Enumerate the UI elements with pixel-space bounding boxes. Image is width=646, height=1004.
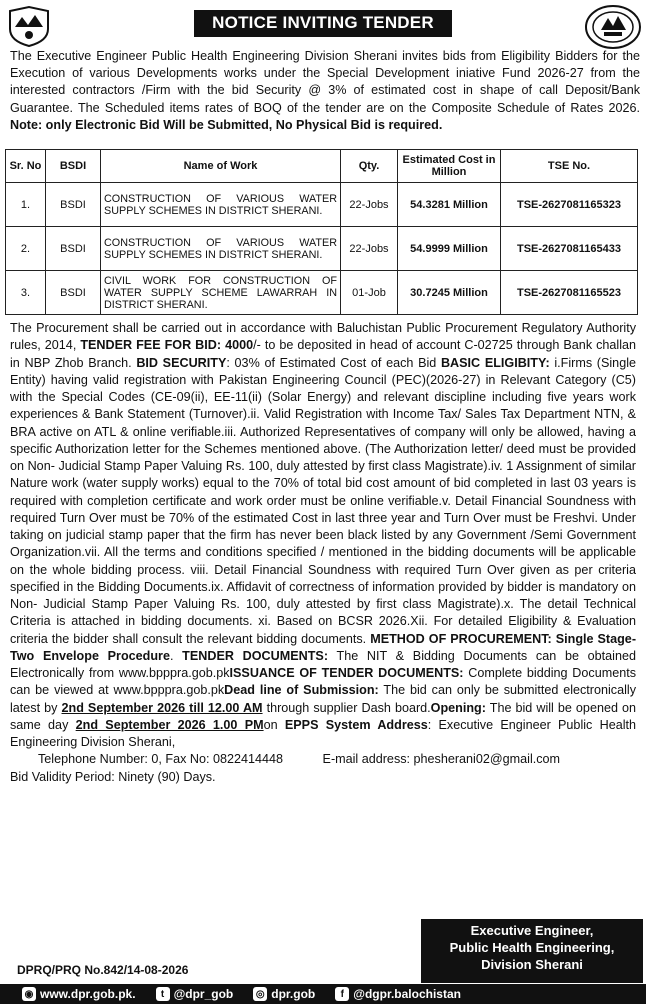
footer-twitter[interactable]: t @dpr_gob bbox=[156, 987, 234, 1001]
cell-tse: TSE-2627081165323 bbox=[501, 183, 638, 227]
footer-website[interactable]: ◉ www.dpr.gob.pk. bbox=[22, 987, 136, 1001]
cell-bsdi: BSDI bbox=[46, 271, 101, 315]
signature-block: Executive Engineer, Public Health Engineering, Division Sherani bbox=[421, 919, 643, 983]
intro-text: The Executive Engineer Public Health Engineering Division Sherani invites bids from Eligibility Bidders for the Execution of various Developments works under the Special Development iniative Fund 2026-27 from the interested contractors /Firm with the bid Security @ 3% of estimated cost in shape of call Deposit/Bank Guarantee. The Scheduled items rates of BOQ of the tender are on the Composite Schedule of Rates 2026. bbox=[10, 49, 640, 115]
intro-note: Note: only Electronic Bid Will be Submitted, No Physical Bid is required. bbox=[10, 117, 443, 132]
cell-qty: 22-Jobs bbox=[341, 183, 398, 227]
cell-work: CIVIL WORK FOR CONSTRUCTION OF WATER SUPPLY SCHEME LAWARRAH IN DISTRICT SHERANI. bbox=[101, 271, 341, 315]
col-estimated-cost: Estimated Cost in Million bbox=[398, 150, 501, 183]
tender-table bbox=[5, 149, 638, 315]
facebook-icon: f bbox=[335, 987, 349, 1001]
cell-cost: 54.9999 Million bbox=[398, 227, 501, 271]
table-row bbox=[6, 227, 638, 271]
cell-work: CONSTRUCTION OF VARIOUS WATER SUPPLY SCHEMES IN DISTRICT SHERANI. bbox=[101, 227, 341, 271]
footer-bar bbox=[0, 984, 646, 1004]
cell-cost: 54.3281 Million bbox=[398, 183, 501, 227]
cell-sr: 3. bbox=[6, 271, 46, 315]
col-name-of-work: Name of Work bbox=[101, 150, 341, 183]
reference-number: DPRQ/PRQ No.842/14-08-2026 bbox=[17, 963, 189, 977]
col-tse-no: TSE No. bbox=[501, 150, 638, 183]
cell-bsdi: BSDI bbox=[46, 227, 101, 271]
deadline-date: 2nd September 2026 till 12.00 AM bbox=[61, 700, 263, 715]
telephone: Telephone Number: 0, Fax No: 0822414448 bbox=[38, 752, 284, 767]
globe-icon: ◉ bbox=[22, 987, 36, 1001]
cell-cost: 30.7245 Million bbox=[398, 271, 501, 315]
cell-qty: 01-Job bbox=[341, 271, 398, 315]
twitter-icon: t bbox=[156, 987, 170, 1001]
table-row bbox=[6, 271, 638, 315]
cell-work: CONSTRUCTION OF VARIOUS WATER SUPPLY SCHEMES IN DISTRICT SHERANI. bbox=[101, 183, 341, 227]
cell-sr: 2. bbox=[6, 227, 46, 271]
footer-instagram[interactable]: ◎ dpr.gob bbox=[253, 987, 315, 1001]
opening-date: 2nd September 2026 1.00 PM bbox=[75, 717, 264, 732]
cell-tse: TSE-2627081165433 bbox=[501, 227, 638, 271]
cell-qty: 22-Jobs bbox=[341, 227, 398, 271]
department-logo bbox=[584, 4, 642, 50]
cell-bsdi: BSDI bbox=[46, 183, 101, 227]
cell-tse: TSE-2627081165523 bbox=[501, 271, 638, 315]
cell-sr: 1. bbox=[6, 183, 46, 227]
col-qty: Qty. bbox=[341, 150, 398, 183]
instagram-icon: ◎ bbox=[253, 987, 267, 1001]
intro-paragraph bbox=[10, 48, 640, 134]
table-row bbox=[6, 183, 638, 227]
tender-body-text: The Procurement shall be carried out in accordance with Baluchistan Public Procurement Regulatory Authority rules, 2014, TENDER FEE FOR BID: 4000/- to be deposited in head of account C-02725 through Bank challan in NBP Zhob Branch. BID SECURITY: 03% of Estimated Cost of each Bid BASIC ELIGIBITY: i.Firms (Single Entity) having valid registration with Pakistan Engineering Council (PEC)(2026-27) in Relevant Category (C5) with the Special Codes (CE-09(ii), EE-11(ii) (Solar Energy) and relevant discipline including five years work experiences & Bank Statement (Turnover).ii. Valid Registration with Income Tax/ Sales Tax Department NTN, & BRA active on ATL & online verifiable.iii. Authorized Representatives of company will only be allowed, having a specific Authorization letter for the Schemes mentioned above. (The Authorization letter/ deed must be provided on Non- Judicial Stamp Paper Valuing Rs. 100, duly attested by first class Magistrate).iv. 1 Assignment of similar Nature work (water supply works) equal to the 70% of total bid cost amount of bid completed in last 03 years is required with completion certificate and work order must be online verifiable.v. Detail Financial Soundness with required Turn Over must be 70% of the estimated Cost in last three year and Turn Over must be Freshvi. Under taking on judicial stamp paper that the firm has never been black listed by any Government /Semi Government Organization.vii. All the terms and conditions specified / mentioned in the bidding documents will be applicable on the whole bidding process. viii. Detail Financial Soundness with required Turn Over given as per criteria specified in the Bidding Documents.ix. Affidavit of correctness of information provided by bidder is mandatory on Non- Judicial Stamp Paper Valuing Rs. 100, duly attested by first class Magistrate).x. The detail Technical Criteria is attached in bidding documents. xi. Based on BCSR 2026.Xii. For detailed Eligibility & Evaluation criteria the bidder shall consult the relevant bidding documents. METHOD OF PROCUREMENT: Single Stage-Two Envelope Procedure. TENDER DOCUMENTS: The NIT & Bidding Documents can be obtained Electronically from www.bpppra.gob.pkISSUANCE OF TENDER DOCUMENTS: Complete bidding Documents can be viewed at www.bpppra.gob.pkDead line of Submission: The bid can only be submitted electronically latest by 2nd September 2026 till 12.00 AM through supplier Dash board.Opening: The bid will be opened on same day 2nd September 2026 1.00 PMon EPPS System Address: Executive Engineer Public Health Engineering Division Sherani, Telephone Number: 0, Fax No: 0822414448 E-mail address: phesherani02@gmail.com Bid Validity Period: Ninety (90) Days. bbox=[10, 321, 637, 784]
table-header-row bbox=[6, 150, 638, 183]
col-bsdi: BSDI bbox=[46, 150, 101, 183]
footer-facebook[interactable]: f @dgpr.balochistan bbox=[335, 987, 461, 1001]
notice-title: NOTICE INVITING TENDER bbox=[194, 10, 452, 37]
email-address[interactable]: E-mail address: phesherani02@gmail.com bbox=[322, 752, 561, 767]
bid-validity: Bid Validity Period: Ninety (90) Days. bbox=[10, 769, 216, 784]
col-sr-no: Sr. No bbox=[6, 150, 46, 183]
